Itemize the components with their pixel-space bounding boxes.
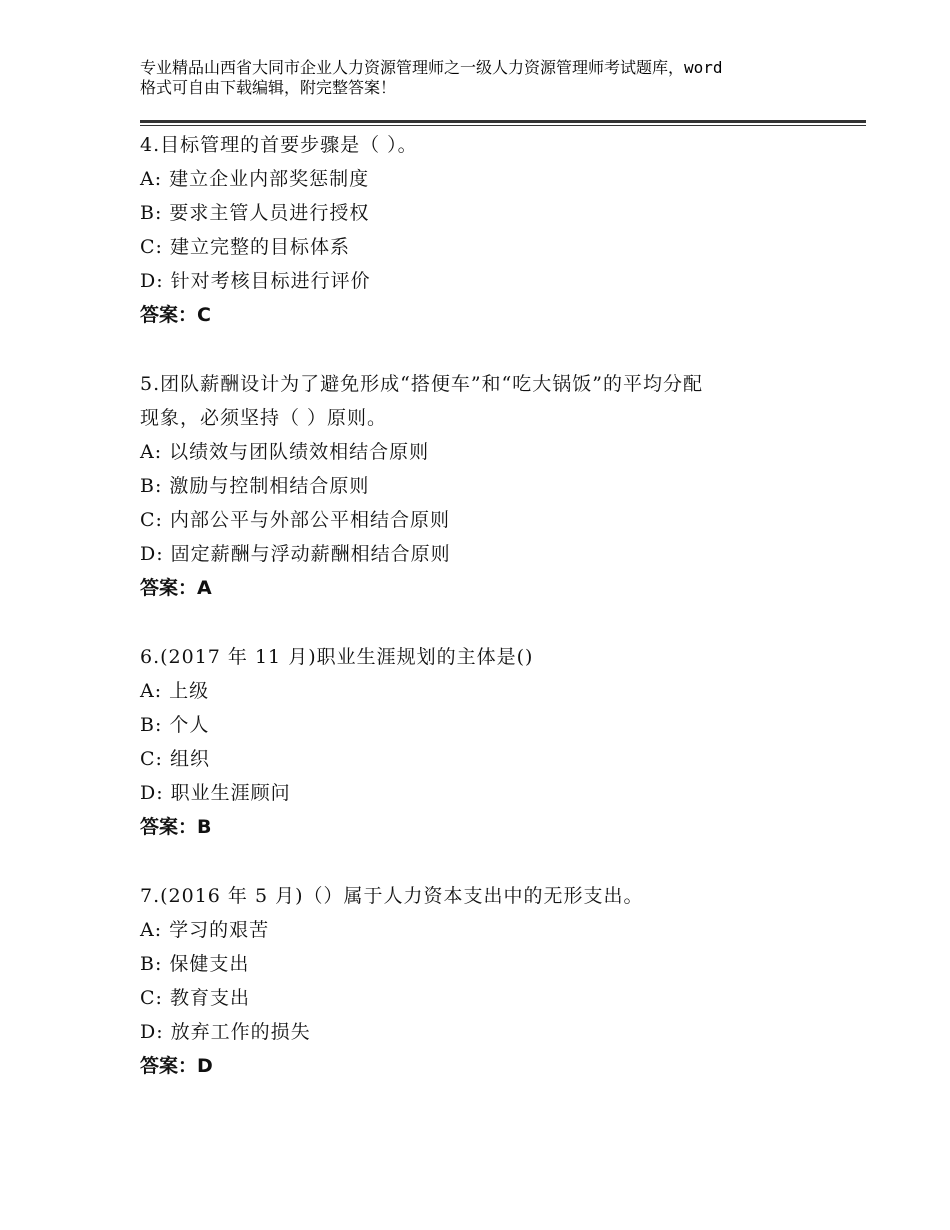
option-d: D: 固定薪酬与浮动薪酬相结合原则 — [140, 543, 451, 565]
question-item — [140, 640, 840, 844]
option-b: B: 个人 — [140, 714, 210, 736]
question-item — [140, 128, 840, 332]
option-a: A: 上级 — [140, 680, 210, 702]
option-c: C: 组织 — [140, 748, 210, 770]
answer-line: 答案：B — [140, 816, 212, 838]
option-b: B: 激励与控制相结合原则 — [140, 475, 370, 497]
answer-line: 答案：D — [140, 1055, 213, 1077]
question-stem: 7.(2016 年 5 月)（）属于人力资本支出中的无形支出。 — [140, 885, 644, 907]
question-spacer — [140, 605, 840, 640]
header-title-line-2: 格式可自由下载编辑，附完整答案！ — [140, 78, 397, 97]
question-item — [140, 879, 840, 1083]
document-header — [140, 58, 840, 98]
header-title-line-1: 专业精品山西省大同市企业人力资源管理师之一级人力资源管理师考试题库，word — [140, 58, 723, 77]
header-divider-thin — [140, 125, 866, 126]
question-spacer — [140, 844, 840, 879]
option-c: C: 内部公平与外部公平相结合原则 — [140, 509, 450, 531]
option-b: B: 要求主管人员进行授权 — [140, 202, 370, 224]
answer-line: 答案：C — [140, 304, 211, 326]
option-a: A: 以绩效与团队绩效相结合原则 — [140, 441, 430, 463]
answer-line: 答案：A — [140, 577, 212, 599]
question-stem: 4.目标管理的首要步骤是（ ）。 — [140, 134, 418, 156]
header-divider-thick — [140, 120, 866, 123]
option-c: C: 教育支出 — [140, 987, 250, 1009]
option-a: A: 学习的艰苦 — [140, 919, 270, 941]
option-c: C: 建立完整的目标体系 — [140, 236, 350, 258]
question-stem: 5.团队薪酬设计为了避免形成“搭便车”和“吃大锅饭”的平均分配 — [140, 373, 703, 395]
question-stem-continued: 现象，必须坚持（ ）原则。 — [140, 407, 388, 429]
question-item — [140, 367, 840, 605]
option-d: D: 针对考核目标进行评价 — [140, 270, 371, 292]
question-spacer — [140, 332, 840, 367]
option-d: D: 职业生涯顾问 — [140, 782, 291, 804]
question-list — [140, 128, 840, 1083]
option-b: B: 保健支出 — [140, 953, 250, 975]
option-d: D: 放弃工作的损失 — [140, 1021, 311, 1043]
question-stem: 6.(2017 年 11 月)职业生涯规划的主体是() — [140, 646, 534, 668]
option-a: A: 建立企业内部奖惩制度 — [140, 168, 370, 190]
